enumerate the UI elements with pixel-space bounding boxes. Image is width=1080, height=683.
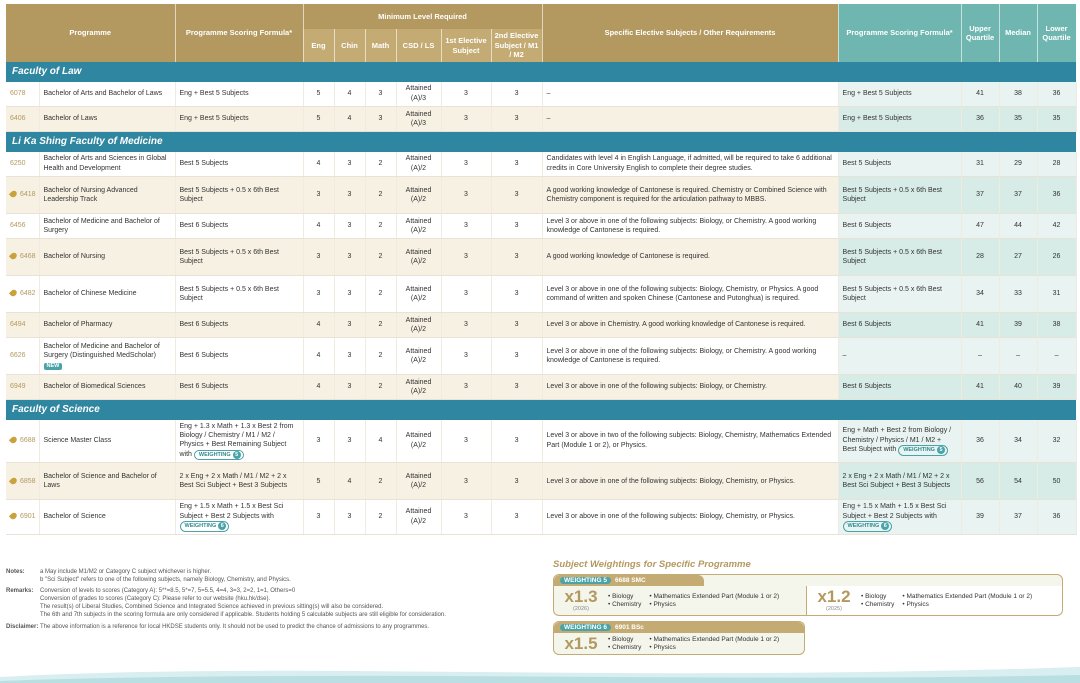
csd-level: Attained (A)/2: [396, 420, 441, 463]
programme-name: Bachelor of Chinese Medicine: [39, 276, 175, 313]
weighted-subject: • Biology: [861, 593, 894, 600]
median: 33: [999, 276, 1037, 313]
eng-level: 5: [303, 463, 334, 500]
median: 35: [999, 107, 1037, 132]
elective-2-level: 3: [491, 463, 542, 500]
weighting-box-6-header: [554, 622, 804, 633]
elective-2-level: 3: [491, 500, 542, 534]
median: 54: [999, 463, 1037, 500]
csd-level: Attained (A)/2: [396, 214, 441, 239]
table-row: [6, 375, 1076, 400]
scoring-formula-2: Eng + 1.5 x Math + 1.5 x Best Sci Subject + Best 2 Subjects with WEIGHTING 6: [838, 500, 961, 534]
weighting-5-num: 5: [603, 577, 607, 584]
drop-icon: [9, 252, 18, 261]
chin-level: 4: [334, 107, 365, 132]
scoring-formula: Best 6 Subjects: [175, 313, 303, 338]
lower-quartile: 31: [1037, 276, 1076, 313]
math-level: 2: [365, 338, 396, 375]
table-row: [6, 177, 1076, 214]
lower-quartile: 28: [1037, 152, 1076, 177]
upper-quartile: 41: [961, 375, 999, 400]
scoring-formula: 2 x Eng + 2 x Math / M1 / M2 + 2 x Best Sci Subject + Best 3 Subjects: [175, 463, 303, 500]
eng-level: 5: [303, 107, 334, 132]
scoring-formula: Eng + 1.3 x Math + 1.3 x Best 2 from Biology / Chemistry / M1 / M2 / Physics + Best Remaining Subject with WEIGHTING 5: [175, 420, 303, 463]
median: 39: [999, 313, 1037, 338]
csd-level: Attained (A)/3: [396, 82, 441, 107]
notes-label: Notes:: [6, 569, 25, 575]
weighted-subject: • Physics: [649, 601, 779, 608]
table-row: [6, 152, 1076, 177]
weighted-subject: • Physics: [902, 601, 1032, 608]
programme-code: 6626: [6, 338, 39, 375]
math-level: 2: [365, 239, 396, 276]
other-requirements: A good working knowledge of Cantonese is required. Chemistry or Combined Science with Chemistry component is required for the articulation pathway to MBBS.: [542, 177, 838, 214]
math-level: 4: [365, 420, 396, 463]
other-requirements: Candidates with level 4 in English Language, if admitted, will be required to take 6 additional credits in Core University English to complete their degree studies.: [542, 152, 838, 177]
median: 27: [999, 239, 1037, 276]
upper-quartile: 56: [961, 463, 999, 500]
other-requirements: Level 3 or above in one of the following subjects: Biology, or Chemistry. A good working knowledge of Cantonese is required.: [542, 338, 838, 375]
chin-level: 3: [334, 313, 365, 338]
weighting-6-subjects: [608, 636, 779, 651]
elective-1-level: 3: [441, 338, 491, 375]
csd-level: Attained (A)/2: [396, 239, 441, 276]
table-row: [6, 239, 1076, 276]
math-level: 3: [365, 107, 396, 132]
weighting-6-tag: WEIGHTING: [564, 623, 602, 631]
elective-1-level: 3: [441, 463, 491, 500]
other-requirements: –: [542, 107, 838, 132]
lower-quartile: 38: [1037, 313, 1076, 338]
programme-code: 6418: [6, 177, 39, 214]
scoring-formula: Best 5 Subjects + 0.5 x 6th Best Subject: [175, 239, 303, 276]
lower-quartile: 36: [1037, 177, 1076, 214]
weighted-subject: • Chemistry: [861, 601, 894, 608]
elective-2-level: 3: [491, 338, 542, 375]
programme-name: Bachelor of Science and Bachelor of Laws: [39, 463, 175, 500]
elective-2-level: 3: [491, 420, 542, 463]
note-b: b "Sci Subject" refers to one of the following subjects, namely Biology, Chemistry, and Physics.: [40, 577, 291, 584]
median: 37: [999, 177, 1037, 214]
mult-1-3: x1.3: [564, 587, 598, 606]
other-requirements: –: [542, 82, 838, 107]
other-requirements: Level 3 or above in one of the following subjects: Biology, Chemistry, or Physics. A good command of written and spoken Chinese (Cantonese and Putonghua) is required.: [542, 276, 838, 313]
eng-level: 3: [303, 239, 334, 276]
header-min-level: Minimum Level Required: [303, 4, 542, 29]
chin-level: 3: [334, 177, 365, 214]
weightings-title: Subject Weightings for Specific Programme: [553, 559, 751, 570]
scoring-formula-2: Best 6 Subjects: [838, 313, 961, 338]
scoring-formula-2: –: [838, 338, 961, 375]
eng-level: 4: [303, 214, 334, 239]
scoring-formula: Eng + Best 5 Subjects: [175, 82, 303, 107]
programme-name: Science Master Class: [39, 420, 175, 463]
elective-2-level: 3: [491, 214, 542, 239]
mult-1-2-year: (2025): [826, 606, 842, 612]
lower-quartile: 36: [1037, 82, 1076, 107]
scoring-formula-2: Eng + Best 5 Subjects: [838, 107, 961, 132]
new-badge: NEW: [44, 363, 63, 370]
weighting-number: 5: [233, 451, 241, 459]
lower-quartile: –: [1037, 338, 1076, 375]
weighting-box-5-header: [554, 575, 704, 586]
eng-level: 3: [303, 276, 334, 313]
other-requirements: Level 3 or above in two of the following subjects: Biology, Chemistry, Mathematics Extended Part (Module 1 or 2), or Physics.: [542, 420, 838, 463]
weighted-subject: • Biology: [608, 593, 641, 600]
header-elective-2: 2nd Elective Subject / M1 / M2: [491, 29, 542, 62]
programme-name: Bachelor of Science: [39, 500, 175, 534]
scoring-formula: Best 6 Subjects: [175, 338, 303, 375]
elective-1-level: 3: [441, 500, 491, 534]
other-requirements: Level 3 or above in Chemistry. A good working knowledge of Cantonese is required.: [542, 313, 838, 338]
mult-1-2: x1.2: [817, 587, 851, 606]
weighting-badge: WEIGHTING 5: [898, 445, 948, 455]
csd-level: Attained (A)/2: [396, 177, 441, 214]
scoring-formula-2: Best 5 Subjects + 0.5 x 6th Best Subject: [838, 239, 961, 276]
faculty-row: [6, 62, 1076, 82]
elective-2-level: 3: [491, 276, 542, 313]
chin-level: 3: [334, 500, 365, 534]
chin-level: 3: [334, 338, 365, 375]
math-level: 2: [365, 276, 396, 313]
math-level: 2: [365, 214, 396, 239]
table-row: [6, 214, 1076, 239]
math-level: 2: [365, 463, 396, 500]
weighting-number: 6: [881, 522, 889, 530]
table-row: [6, 463, 1076, 500]
header-scoring-2: Programme Scoring Formula*: [838, 4, 961, 62]
elective-1-level: 3: [441, 82, 491, 107]
chin-level: 3: [334, 375, 365, 400]
programme-name: Bachelor of Arts and Bachelor of Laws: [39, 82, 175, 107]
table-row: [6, 338, 1076, 375]
scoring-formula: Eng + 1.5 x Math + 1.5 x Best Sci Subject + Best 2 Subjects with WEIGHTING 6: [175, 500, 303, 534]
table-row: [6, 420, 1076, 463]
drop-icon: [9, 289, 18, 298]
weighted-subject: • Chemistry: [608, 601, 641, 608]
elective-1-level: 3: [441, 107, 491, 132]
lower-quartile: 50: [1037, 463, 1076, 500]
elective-1-level: 3: [441, 420, 491, 463]
faculty-row: [6, 400, 1076, 420]
header-lower-quartile: Lower Quartile: [1037, 4, 1076, 62]
chin-level: 3: [334, 214, 365, 239]
median: 40: [999, 375, 1037, 400]
scoring-formula-2: Eng + Best 5 Subjects: [838, 82, 961, 107]
median: –: [999, 338, 1037, 375]
programme-code: 6482: [6, 276, 39, 313]
scoring-formula-2: Eng + Math + Best 2 from Biology / Chemistry / Physics / M1 / M2 + Best Subject with WEIGHTING 5: [838, 420, 961, 463]
programme-name: Bachelor of Nursing Advanced Leadership Track: [39, 177, 175, 214]
header-programme: Programme: [6, 4, 175, 62]
upper-quartile: 41: [961, 82, 999, 107]
eng-level: 3: [303, 500, 334, 534]
math-level: 2: [365, 152, 396, 177]
math-level: 2: [365, 177, 396, 214]
programme-code: 6468: [6, 239, 39, 276]
disclaimer-text: The above information is a reference for local HKDSE students only. It should not be used to predict the chance of admissions to any programmes.: [40, 623, 430, 630]
header-upper-quartile: Upper Quartile: [961, 4, 999, 62]
elective-1-level: 3: [441, 152, 491, 177]
programme-name: Bachelor of Medicine and Bachelor of Surgery: [39, 214, 175, 239]
math-level: 3: [365, 82, 396, 107]
programme-code: 6949: [6, 375, 39, 400]
elective-2-level: 3: [491, 313, 542, 338]
upper-quartile: 37: [961, 177, 999, 214]
upper-quartile: 41: [961, 313, 999, 338]
chin-level: 3: [334, 276, 365, 313]
weighted-subject: • Chemistry: [608, 644, 641, 651]
csd-level: Attained (A)/2: [396, 338, 441, 375]
weighting-6-num: 6: [603, 623, 607, 631]
eng-level: 4: [303, 375, 334, 400]
programme-code: 6494: [6, 313, 39, 338]
scoring-formula: Best 6 Subjects: [175, 214, 303, 239]
mult-1-5: x1.5: [564, 633, 598, 653]
scoring-formula: Best 5 Subjects + 0.5 x 6th Best Subject: [175, 276, 303, 313]
other-requirements: Level 3 or above in one of the following subjects: Biology, or Chemistry.: [542, 375, 838, 400]
header-specific: Specific Elective Subjects / Other Requirements: [542, 4, 838, 62]
scoring-formula: Eng + Best 5 Subjects: [175, 107, 303, 132]
weighting-5-subjects-2025: [861, 593, 1032, 608]
remark-2: Conversion of grades to scores (Category C): Please refer to our website (hku.hk/dse).: [40, 596, 271, 603]
median: 34: [999, 420, 1037, 463]
elective-2-level: 3: [491, 177, 542, 214]
median: 38: [999, 82, 1037, 107]
upper-quartile: 36: [961, 420, 999, 463]
programme-code: 6250: [6, 152, 39, 177]
weighted-subject: • Mathematics Extended Part (Module 1 or 2): [649, 593, 779, 600]
other-requirements: Level 3 or above in one of the following subjects: Biology, or Chemistry. A good working knowledge of Cantonese is required.: [542, 214, 838, 239]
eng-level: 3: [303, 420, 334, 463]
weighting-badge: WEIGHTING 5: [194, 450, 244, 460]
lower-quartile: 36: [1037, 500, 1076, 534]
lower-quartile: 35: [1037, 107, 1076, 132]
header-scoring: Programme Scoring Formula*: [175, 4, 303, 62]
weighted-subject: • Physics: [649, 644, 779, 651]
decorative-wave: [0, 657, 1080, 683]
drop-icon: [9, 512, 18, 521]
weighting-number: 5: [937, 446, 945, 454]
scoring-formula-2: Best 5 Subjects + 0.5 x 6th Best Subject: [838, 276, 961, 313]
remark-1: Conversion of levels to scores (Category A): 5**=8.5, 5*=7, 5=5.5, 4=4, 3=3, 2=2, 1=1, Others=0: [40, 588, 296, 595]
lower-quartile: 42: [1037, 214, 1076, 239]
programme-code: 6901: [6, 500, 39, 534]
elective-1-level: 3: [441, 375, 491, 400]
remarks-label: Remarks:: [6, 588, 34, 595]
lower-quartile: 26: [1037, 239, 1076, 276]
elective-2-level: 3: [491, 82, 542, 107]
upper-quartile: 34: [961, 276, 999, 313]
programme-code: 6858: [6, 463, 39, 500]
eng-level: 3: [303, 177, 334, 214]
notes-section: [6, 568, 546, 634]
faculty-name: Faculty of Law: [6, 62, 1076, 82]
math-level: 2: [365, 500, 396, 534]
table-row: [6, 500, 1076, 534]
programme-code: 6456: [6, 214, 39, 239]
csd-level: Attained (A)/2: [396, 313, 441, 338]
upper-quartile: –: [961, 338, 999, 375]
faculty-row: [6, 132, 1076, 152]
remark-3: The result(s) of Liberal Studies, Combined Science and Integrated Science achieved in previous sitting(s) will also be considered.: [40, 604, 384, 611]
other-requirements: Level 3 or above in one of the following subjects: Biology, Chemistry, or Physics.: [542, 500, 838, 534]
subject-weightings: [553, 559, 1073, 655]
scoring-formula-2: 2 x Eng + 2 x Math / M1 / M2 + 2 x Best Sci Subject + Best 3 Subjects: [838, 463, 961, 500]
header-eng: Eng: [303, 29, 334, 62]
scoring-formula: Best 5 Subjects: [175, 152, 303, 177]
upper-quartile: 47: [961, 214, 999, 239]
chin-level: 4: [334, 82, 365, 107]
math-level: 2: [365, 375, 396, 400]
eng-level: 5: [303, 82, 334, 107]
median: 29: [999, 152, 1037, 177]
eng-level: 4: [303, 313, 334, 338]
drop-icon: [9, 476, 18, 485]
programme-code: 6078: [6, 82, 39, 107]
scoring-formula-2: Best 5 Subjects + 0.5 x 6th Best Subject: [838, 177, 961, 214]
programme-name: Bachelor of Pharmacy: [39, 313, 175, 338]
faculty-name: Li Ka Shing Faculty of Medicine: [6, 132, 1076, 152]
drop-icon: [9, 190, 18, 199]
eng-level: 4: [303, 338, 334, 375]
header-elective-1: 1st Elective Subject: [441, 29, 491, 62]
header-csd: CSD / LS: [396, 29, 441, 62]
chin-level: 3: [334, 239, 365, 276]
elective-1-level: 3: [441, 313, 491, 338]
table-row: [6, 82, 1076, 107]
programme-name: Bachelor of Laws: [39, 107, 175, 132]
upper-quartile: 36: [961, 107, 999, 132]
elective-1-level: 3: [441, 214, 491, 239]
remark-4: The 6th and 7th subjects in the scoring formula are only considered if applicable. Students holding 5 calculable subjects are still eligible for consideration.: [40, 612, 446, 619]
programme-name: Bachelor of Nursing: [39, 239, 175, 276]
faculty-name: Faculty of Science: [6, 400, 1076, 420]
chin-level: 3: [334, 420, 365, 463]
programme-name: Bachelor of Biomedical Sciences: [39, 375, 175, 400]
weighted-subject: • Biology: [608, 636, 641, 643]
elective-1-level: 3: [441, 276, 491, 313]
drop-icon: [9, 436, 18, 445]
scoring-formula-2: Best 6 Subjects: [838, 375, 961, 400]
weighting-box-5: [553, 574, 1063, 616]
elective-1-level: 3: [441, 177, 491, 214]
programme-code: 6406: [6, 107, 39, 132]
upper-quartile: 31: [961, 152, 999, 177]
scoring-formula-2: Best 5 Subjects: [838, 152, 961, 177]
other-requirements: Level 3 or above in one of the following subjects: Biology, Chemistry, or Physics.: [542, 463, 838, 500]
weighting-box-6: [553, 621, 805, 655]
mult-1-3-year: (2026): [573, 606, 589, 612]
disclaimer-label: Disclaimer:: [6, 623, 39, 630]
csd-level: Attained (A)/3: [396, 107, 441, 132]
weighted-subject: • Mathematics Extended Part (Module 1 or 2): [649, 636, 779, 643]
weighting-number: 6: [218, 522, 226, 530]
table-row: [6, 313, 1076, 338]
scoring-formula: Best 5 Subjects + 0.5 x 6th Best Subject: [175, 177, 303, 214]
math-level: 2: [365, 313, 396, 338]
weighting-6-prog: 6901 BSc: [615, 623, 644, 631]
upper-quartile: 28: [961, 239, 999, 276]
csd-level: Attained (A)/2: [396, 500, 441, 534]
other-requirements: A good working knowledge of Cantonese is required.: [542, 239, 838, 276]
csd-level: Attained (A)/2: [396, 463, 441, 500]
elective-2-level: 3: [491, 375, 542, 400]
note-a: a May include M1/M2 or Category C subject whichever is higher.: [40, 569, 212, 575]
elective-1-level: 3: [441, 239, 491, 276]
weighting-5-prog: 6688 SMC: [615, 577, 646, 584]
median: 37: [999, 500, 1037, 534]
weighting-5-subjects-2026: [608, 593, 779, 608]
elective-2-level: 3: [491, 107, 542, 132]
scoring-formula: Best 6 Subjects: [175, 375, 303, 400]
programme-code: 6688: [6, 420, 39, 463]
elective-2-level: 3: [491, 152, 542, 177]
median: 44: [999, 214, 1037, 239]
table-row: [6, 276, 1076, 313]
programme-name: Bachelor of Arts and Sciences in Global Health and Development: [39, 152, 175, 177]
weighting-5-tag: WEIGHTING: [564, 577, 602, 584]
scoring-formula-2: Best 6 Subjects: [838, 214, 961, 239]
weighted-subject: • Mathematics Extended Part (Module 1 or 2): [902, 593, 1032, 600]
csd-level: Attained (A)/2: [396, 276, 441, 313]
lower-quartile: 39: [1037, 375, 1076, 400]
csd-level: Attained (A)/2: [396, 152, 441, 177]
upper-quartile: 39: [961, 500, 999, 534]
header-chin: Chin: [334, 29, 365, 62]
weighting-badge: WEIGHTING 6: [843, 521, 893, 531]
lower-quartile: 32: [1037, 420, 1076, 463]
chin-level: 4: [334, 463, 365, 500]
eng-level: 4: [303, 152, 334, 177]
csd-level: Attained (A)/2: [396, 375, 441, 400]
programme-name: Bachelor of Medicine and Bachelor of Surgery (Distinguished MedScholar) NEW: [39, 338, 175, 375]
chin-level: 3: [334, 152, 365, 177]
admission-requirements-table: [6, 4, 1077, 535]
elective-2-level: 3: [491, 239, 542, 276]
header-median: Median: [999, 4, 1037, 62]
table-row: [6, 107, 1076, 132]
weighting-badge: WEIGHTING 6: [180, 521, 230, 531]
header-math: Math: [365, 29, 396, 62]
